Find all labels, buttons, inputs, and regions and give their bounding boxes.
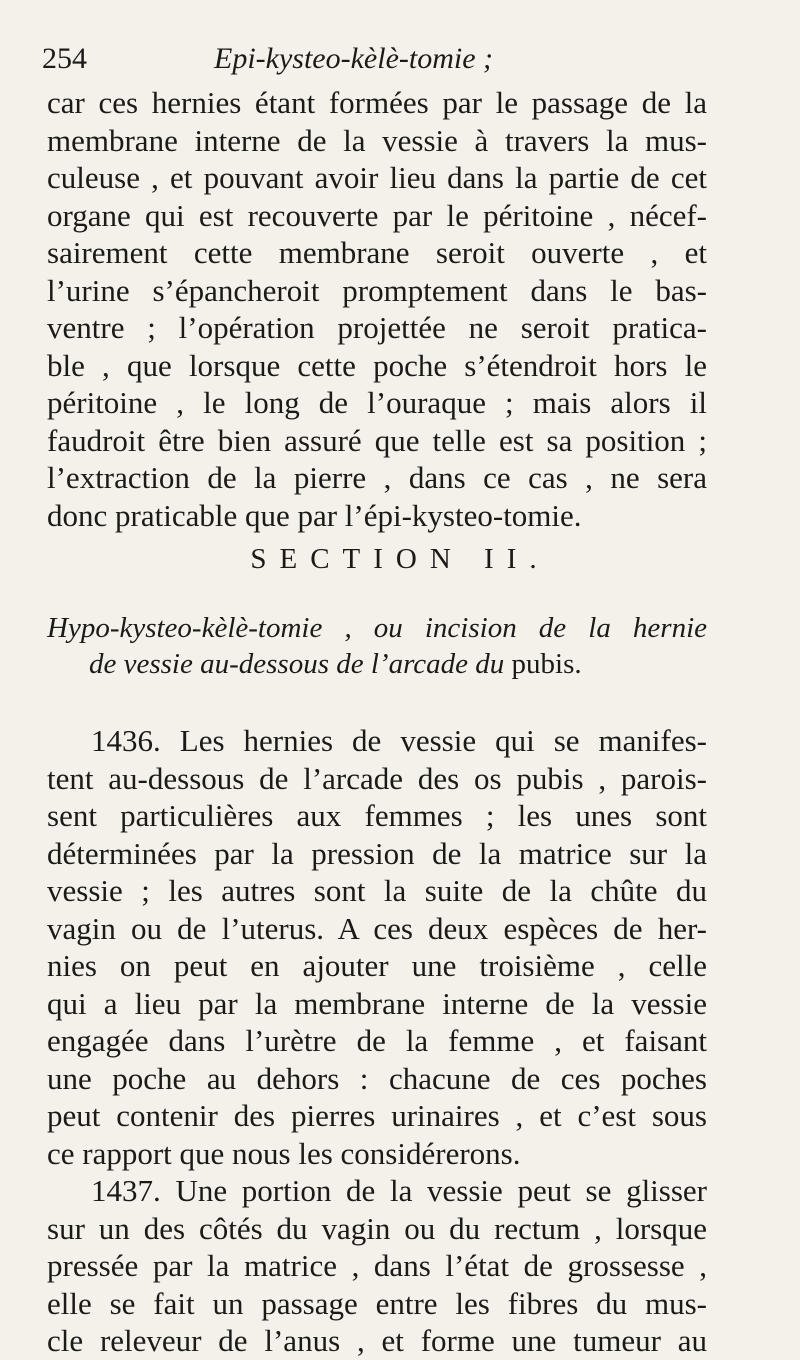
- text-line: membrane interne de la vessie à travers la mus-: [47, 122, 707, 158]
- text-line: péritoine , le long de l’ouraque ; mais alors il: [47, 385, 707, 420]
- section-subtitle: [47, 610, 707, 682]
- text-line: déterminées par la pression de la matrice sur la: [47, 835, 707, 871]
- text-line: nies on peut en ajouter une troisième , celle: [47, 948, 707, 983]
- text-line: vessie ; les autres sont la suite de la chûte du: [47, 873, 707, 908]
- text-line: vagin ou de l’uterus. A ces deux espèces de her-: [47, 910, 707, 946]
- text-line: sur un des côtés du vagin ou du rectum , lorsque: [47, 1210, 707, 1246]
- text-line: une poche au dehors : chacune de ces poches: [47, 1060, 707, 1096]
- subtitle-line: [47, 646, 707, 682]
- subtitle-italic-part: de vessie au-dessous de l’arcade du: [89, 648, 505, 680]
- text-line: ce rapport que nous les considérerons.: [47, 1135, 521, 1171]
- text-line: engagée dans l’urètre de la femme , et faisant: [47, 1023, 707, 1058]
- text-line: peut contenir des pierres urinaires , et c’est sous: [47, 1098, 707, 1133]
- text-line: donc praticable que par l’épi-kysteo-tomie.: [47, 497, 582, 533]
- text-line: faudroit être bien assuré que telle est sa position ;: [47, 422, 707, 458]
- text-line: sairement cette membrane seroit ouverte , et: [47, 235, 707, 270]
- text-line: culeuse , et pouvant avoir lieu dans la partie de cet: [47, 160, 707, 195]
- text-line: organe qui est recouverte par le péritoine , nécef-: [47, 197, 707, 233]
- text-line: car ces hernies étant formées par le passage de la: [47, 85, 707, 120]
- subtitle-line: Hypo-kysteo-kèlè-tomie , ou incision de la hernie: [47, 612, 707, 644]
- page-number: 254: [42, 42, 87, 75]
- subtitle-upright-part: pubis.: [511, 648, 582, 680]
- text-line: tent au-dessous de l’arcade des os pubis , parois-: [47, 760, 707, 796]
- text-line: l’extraction de la pierre , dans ce cas , ne sera: [47, 460, 707, 495]
- text-line: ble , que lorsque cette poche s’étendroit hors le: [47, 347, 707, 383]
- text-line: pressée par la matrice , dans l’état de grossesse ,: [47, 1248, 707, 1283]
- paragraph-1436: [47, 722, 707, 1172]
- running-title: Epi-kysteo-kèlè-tomie ;: [214, 42, 494, 75]
- text-line: elle se fait un passage entre les fibres du mus-: [47, 1285, 707, 1321]
- paragraph-1437: [47, 1172, 707, 1360]
- text-line: 1436. Les hernies de vessie qui se manifes-: [91, 723, 707, 758]
- text-line: 1437. Une portion de la vessie peut se glisser: [91, 1173, 707, 1208]
- text-line: cle releveur de l’anus , et forme une tumeur au: [47, 1323, 707, 1358]
- text-line: l’urine s’épancheroit promptement dans le bas-: [47, 272, 707, 308]
- section-heading: SECTION II.: [250, 543, 550, 575]
- page-header: [42, 38, 702, 88]
- text-line: sent particulières aux femmes ; les unes sont: [47, 798, 707, 833]
- text-line: ventre ; l’opération projettée ne seroit pratica-: [47, 310, 707, 345]
- text-line: qui a lieu par la membrane interne de la vessie: [47, 985, 707, 1021]
- top-paragraph: [47, 84, 707, 534]
